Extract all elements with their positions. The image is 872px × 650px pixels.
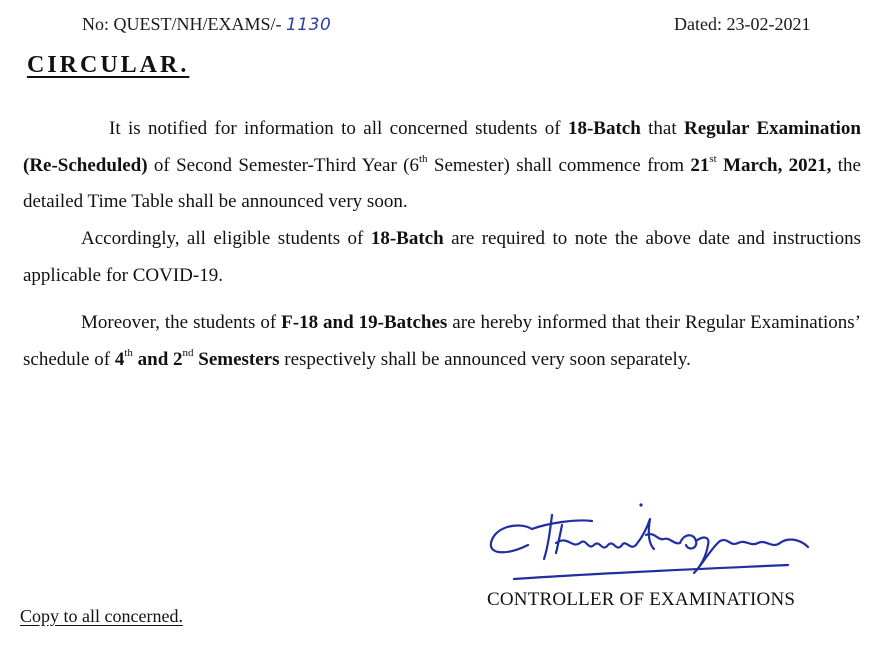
signature-image [488,495,828,585]
p1-date-month-year: March, 2021, [716,154,832,176]
p3-text-2: are hereby informed that their Regular Examinations’ schedule of [23,312,861,370]
handwritten-reference-number: 1130 [286,15,332,35]
p2-text-2: are required to note the above date and instructions applicable for COVID-19. [23,228,861,286]
signatory-designation: CONTROLLER OF EXAMINATIONS [487,589,796,610]
p3-batches: F-18 and 19-Batches [281,312,448,333]
p1-text-1: It is notified for information to all concerned students of [109,118,568,139]
p1-text-3: of Second Semester-Third Year (6 [147,154,419,176]
p2-batch: 18-Batch [370,228,444,249]
p3-text-1: Moreover, the students of [81,312,282,333]
p3-sup-nd: nd [182,347,194,360]
p1-text-4: Semester) shall commence from [427,154,691,176]
paragraph-other-batches [23,305,861,378]
p3-sem-4: 4 [114,348,125,370]
p3-semesters: Semesters [193,348,280,370]
p1-sup-th: th [419,153,428,166]
copy-note: Copy to all concerned. [20,606,183,626]
p1-text-5: the detailed Time Table shall be announced very soon. [23,154,861,212]
p1-batch: 18-Batch [567,118,641,139]
p3-sup-th: th [124,347,133,360]
p1-exam-type: Regular Examination (Re-Scheduled) [23,118,862,176]
p1-text-2: that [640,118,685,139]
p2-text-1: Accordingly, all eligible students of [81,228,371,249]
paragraph-schedule [23,111,861,221]
reference-number [82,14,331,35]
p1-sup-st: st [709,153,717,166]
paragraph-instructions [23,221,861,294]
circular-date: Dated: 23-02-2021 [674,14,811,34]
p3-text-3: respectively shall be announced very soon separately. [279,348,691,370]
p3-sem-2: and 2 [132,348,183,370]
circular-heading: CIRCULAR. [27,52,190,78]
p1-date-day: 21 [690,154,710,176]
reference-label: No: QUEST/NH/EXAMS/- [82,14,282,34]
